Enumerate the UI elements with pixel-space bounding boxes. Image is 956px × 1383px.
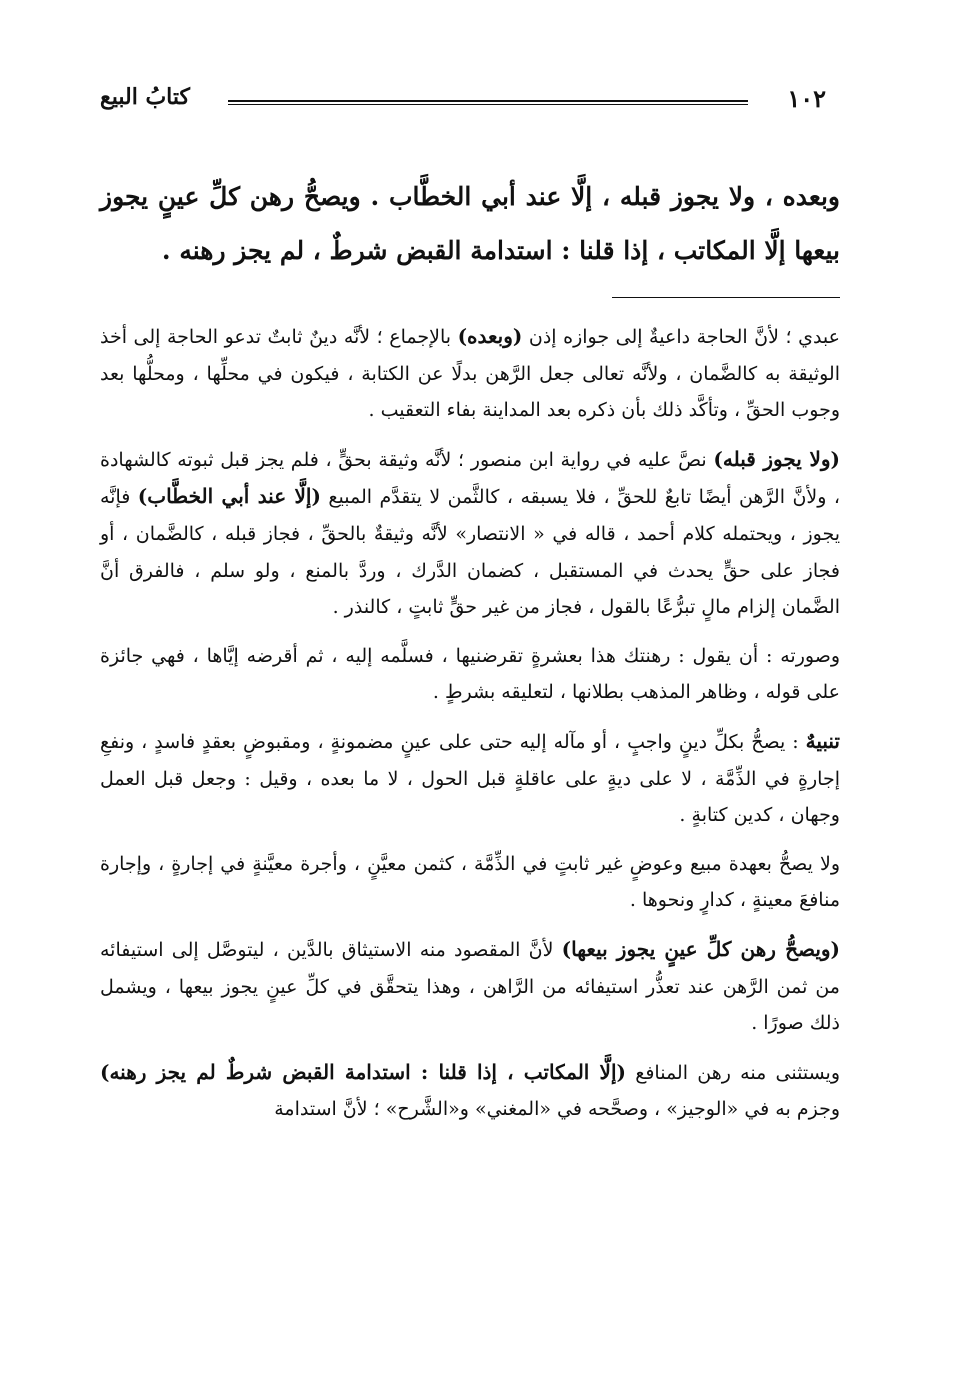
commentary-paragraph bbox=[100, 318, 840, 429]
paragraph-text: لأنَّ المقصود منه الاستيثاق بالدَّين ، ليتوصَّل إلى استيفائه من ثمن الرَّهن عند تعذُّر استيفائه من الرَّاهن ، وهذا يتحقَّق في كلِّ عينٍ يجوز بيعها ، ويشمل ذلك صورًا . bbox=[100, 938, 840, 1035]
commentary-paragraph bbox=[100, 723, 840, 834]
paragraph-text: عبدي ؛ لأنَّ الحاجة داعيةٌ إلى جوازه إذن bbox=[522, 326, 840, 348]
quoted-matn: (وبعده) bbox=[457, 324, 523, 348]
commentary bbox=[100, 318, 840, 1140]
quoted-matn: (ولا يجوز قبله) bbox=[713, 446, 840, 471]
commentary-paragraph bbox=[100, 638, 840, 711]
paragraph-text: فإنَّه يجوز ، ويحتمله كلام أحمد ، قاله في « الانتصار» لأنَّه وثيقةٌ بالحقِّ ، فجاز قبله ، كالضَّمان ، أو فجاز على حقٍّ يحدث في المستقبل ، كضمان الدَّرك ، وردَّ بالمنع ، ولو سلم ، فالفرق أنَّ الضَّمان إلزام مالٍ تبرُّعًا بالقول ، فجاز من غير حقٍّ ثابتٍ ، كالنذر . bbox=[100, 486, 840, 619]
paragraph-text: وجزم به في «الوجيز» ، وصحَّحه في «المغني» و«الشَّرح» ؛ لأنَّ استدامة bbox=[274, 1098, 840, 1121]
commentary-paragraph bbox=[100, 846, 840, 919]
note-label: تنبيهٌ bbox=[805, 728, 840, 753]
paragraph-text: بالإجماع ؛ لأنَّه دينٌ ثابتٌ تدعو الحاجة إلى أخذ الوثيقة به كالضَّمان ، ولأنَّه تعالى جعل الرَّهن بدلًا عن الكتابة ، فيكون في محلِّها ، ومحلُّها بعد وجوب الحقِّ ، وتأكَّد ذلك بأن ذكره بعد المداينة بفاء التعقيب . bbox=[100, 326, 840, 422]
page-number: ١٠٢ bbox=[787, 84, 826, 113]
paragraph-text: ولا يصحُّ بعهدة مبيع وعوضٍ غير ثابتٍ في الذِّمَّة ، كثمن معيَّنٍ ، وأجرة معيَّنةٍ في إجارةٍ ، وإجارة منافعَ معينةٍ ، كدارٍ ونحوها . bbox=[100, 852, 840, 912]
paragraph-text: : يصحُّ بكلِّ دينٍ واجبٍ ، أو مآله إليه حتى على عينٍ مضمونةٍ ، ومقبوضٍ بعقدٍ فاسدٍ ، ونفعِ إجارةٍ في الذِّمَّة ، لا على ديةٍ على عاقلةٍ قبل الحول ، لا ما بعده ، وقيل : وجعل قبل العمل وجهان ، كدين كتابةٍ . bbox=[100, 730, 840, 827]
paragraph-text: وصورته : أن يقول : رهنتك هذا بعشرةٍ تقرضنيها ، فسلَّمه إليه ، ثم أقرضه إيَّاها ، فهي جائزة على قوله ، وظاهر المذهب بطلانها ، لتعليقه بشرطٍ . bbox=[100, 644, 840, 704]
commentary-paragraph bbox=[100, 931, 840, 1042]
commentary-paragraph bbox=[100, 441, 840, 626]
commentary-paragraph bbox=[100, 1054, 840, 1128]
quoted-matn: (إلَّا المكاتب ، إذا قلنا : استدامة القبض شرطٌ لم يجز رهنه) bbox=[100, 1059, 626, 1084]
paragraph-text: نصَّ عليه في رواية ابن منصور ؛ لأنَّه وثيقة بحقٍّ ، فلم يجز قبل ثبوته كالشهادة ، ولأنَّ الرَّهن أيضًا تابعٌ للحقِّ ، فلا يسبقه ، كالثَّمن لا يتقدَّم المبيع bbox=[100, 448, 840, 509]
quoted-matn: (ويصحُّ رهن كلِّ عينٍ يجوز بيعها) bbox=[561, 936, 841, 961]
quoted-matn: (إلَّا عند أبي الخطَّاب) bbox=[137, 484, 321, 509]
footnote-divider bbox=[612, 297, 840, 298]
running-title: كتابُ البيع bbox=[100, 84, 190, 110]
paragraph-text: ويستثنى منه رهن المنافع bbox=[625, 1061, 840, 1084]
matn-text: وبعده ، ولا يجوز قبله ، إلَّا عند أبي الخطَّاب . ويصحُّ رهن كلِّ عينٍ يجوز بيعها إلَّا المكاتب ، إذا قلنا : استدامة القبض شرطٌ ، لم يجز رهنه . bbox=[100, 182, 840, 265]
page-header bbox=[100, 84, 826, 118]
header-rule bbox=[228, 100, 748, 105]
